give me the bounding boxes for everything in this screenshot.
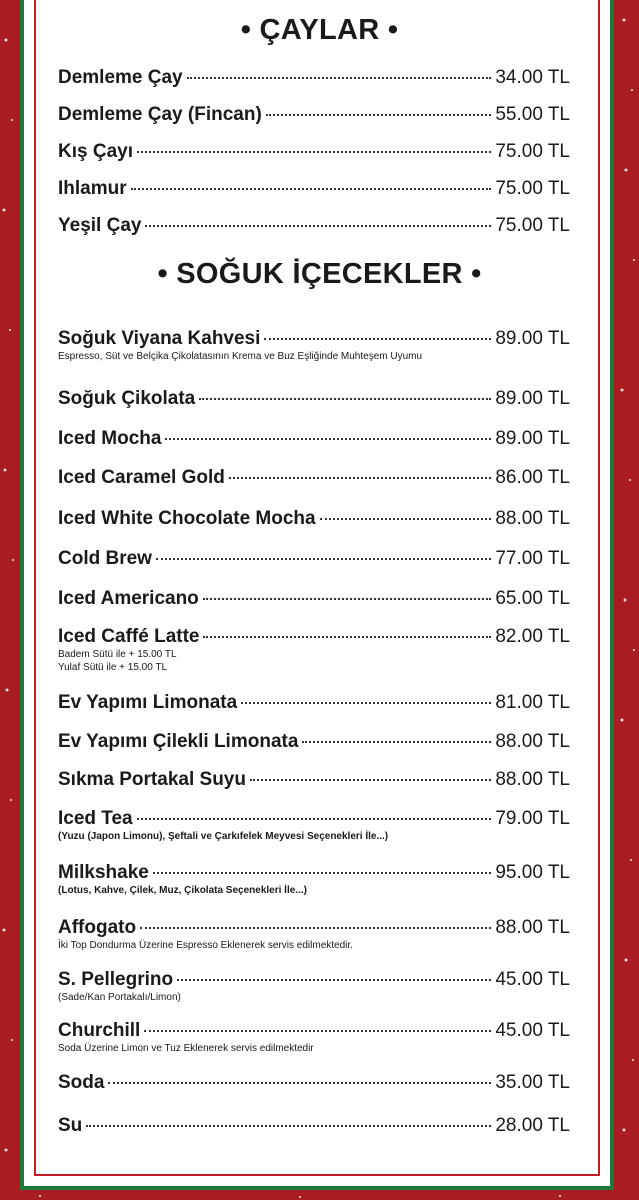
- dot-leader: [241, 702, 491, 704]
- item-name: Churchill: [58, 1020, 141, 1041]
- item-price: 45.00 TL: [495, 1020, 570, 1041]
- menu-item: [58, 508, 570, 530]
- item-description: İki Top Dondurma Üzerine Espresso Eklenerek servis edilmektedir.: [58, 940, 353, 951]
- menu-item-row: [58, 428, 570, 450]
- menu-item-row: [58, 508, 570, 530]
- item-price: 75.00 TL: [495, 178, 570, 199]
- menu-item-row: [58, 917, 570, 939]
- dot-leader: [137, 151, 491, 153]
- item-name: Ihlamur: [58, 178, 127, 199]
- menu-item: [58, 692, 570, 714]
- menu-item-row: [58, 215, 570, 237]
- dot-leader: [86, 1125, 491, 1127]
- item-price: 82.00 TL: [495, 626, 570, 647]
- section-title: • ÇAYLAR •: [240, 14, 399, 46]
- item-price: 35.00 TL: [495, 1072, 570, 1093]
- item-price: 88.00 TL: [495, 769, 570, 790]
- item-price: 89.00 TL: [495, 388, 570, 409]
- item-description: Soda Üzerine Limon ve Tuz Eklenerek servis edilmektedir: [58, 1043, 314, 1054]
- menu-item-row: [58, 1115, 570, 1137]
- menu-item-row: [58, 548, 570, 570]
- dot-leader: [137, 818, 492, 820]
- section-title: • SOĞUK İÇECEKLER •: [157, 258, 482, 290]
- menu-item-row: [58, 588, 570, 610]
- dot-leader: [264, 338, 491, 340]
- dot-leader: [131, 188, 492, 190]
- menu-item-row: [58, 1072, 570, 1094]
- dot-leader: [177, 979, 491, 981]
- dot-leader: [145, 225, 491, 227]
- item-price: 28.00 TL: [495, 1115, 570, 1136]
- item-price: 86.00 TL: [495, 467, 570, 488]
- dot-leader: [320, 518, 492, 520]
- menu-item: [58, 588, 570, 610]
- dot-leader: [140, 927, 491, 929]
- dot-leader: [229, 477, 492, 479]
- item-name: Iced Caramel Gold: [58, 467, 225, 488]
- item-price: 89.00 TL: [495, 428, 570, 449]
- menu-item: [58, 548, 570, 570]
- item-price: 88.00 TL: [495, 917, 570, 938]
- item-name: Yeşil Çay: [58, 215, 142, 236]
- menu-item-row: [58, 67, 570, 89]
- dot-leader: [108, 1082, 491, 1084]
- menu-item-row: [58, 769, 570, 791]
- item-name: Ev Yapımı Çilekli Limonata: [58, 731, 299, 752]
- menu-item: [58, 1020, 570, 1055]
- item-name: Kış Çayı: [58, 141, 133, 162]
- menu-item: [58, 388, 570, 410]
- menu-item-row: [58, 808, 570, 830]
- item-price: 77.00 TL: [495, 548, 570, 569]
- menu-item-row: [58, 692, 570, 714]
- item-price: 75.00 TL: [495, 141, 570, 162]
- menu-item-row: [58, 467, 570, 489]
- dot-leader: [203, 598, 492, 600]
- menu-item-row: [58, 328, 570, 350]
- dot-leader: [153, 872, 492, 874]
- menu-item: [58, 104, 570, 126]
- item-name: Ev Yapımı Limonata: [58, 692, 238, 713]
- menu-item-row: [58, 731, 570, 753]
- item-name: Iced Caffé Latte: [58, 626, 200, 647]
- dot-leader: [144, 1030, 491, 1032]
- menu-item-row: [58, 388, 570, 410]
- menu-item-row: [58, 862, 570, 884]
- menu-item-row: [58, 141, 570, 163]
- dot-leader: [302, 741, 491, 743]
- dot-leader: [187, 77, 492, 79]
- menu-item: [58, 731, 570, 753]
- dot-leader: [250, 779, 491, 781]
- menu-item-row: [58, 178, 570, 200]
- menu-item: [58, 917, 570, 952]
- menu-item-row: [58, 626, 570, 648]
- menu-item: [58, 769, 570, 791]
- menu-item: [58, 1072, 570, 1094]
- item-price: 88.00 TL: [495, 508, 570, 529]
- item-name: Affogato: [58, 917, 137, 938]
- dot-leader: [203, 636, 491, 638]
- item-description: (Lotus, Kahve, Çilek, Muz, Çikolata Seçenekleri İle...): [58, 885, 307, 896]
- item-price: 88.00 TL: [495, 731, 570, 752]
- item-name: Iced Mocha: [58, 428, 162, 449]
- menu-item: [58, 467, 570, 489]
- item-price: 81.00 TL: [495, 692, 570, 713]
- item-price: 95.00 TL: [495, 862, 570, 883]
- item-name: Soğuk Viyana Kahvesi: [58, 328, 261, 349]
- item-description: Yulaf Sütü ile + 15.00 TL: [58, 662, 168, 673]
- menu-item: [58, 862, 570, 897]
- item-price: 34.00 TL: [495, 67, 570, 88]
- item-price: 79.00 TL: [495, 808, 570, 829]
- item-price: 89.00 TL: [495, 328, 570, 349]
- menu-item: [58, 1115, 570, 1137]
- menu-item: [58, 215, 570, 237]
- menu-item: [58, 969, 570, 1004]
- item-name: Iced Tea: [58, 808, 133, 829]
- item-name: Cold Brew: [58, 548, 152, 569]
- item-name: Su: [58, 1115, 83, 1136]
- dot-leader: [266, 114, 492, 116]
- item-name: Demleme Çay: [58, 67, 183, 88]
- item-name: Iced Americano: [58, 588, 199, 609]
- item-name: Soda: [58, 1072, 105, 1093]
- item-price: 65.00 TL: [495, 588, 570, 609]
- dot-leader: [165, 438, 491, 440]
- menu-item-row: [58, 104, 570, 126]
- item-name: Demleme Çay (Fincan): [58, 104, 262, 125]
- menu-item: [58, 626, 570, 674]
- menu-item: [58, 178, 570, 200]
- menu-item: [58, 428, 570, 450]
- item-name: Soğuk Çikolata: [58, 388, 196, 409]
- item-price: 75.00 TL: [495, 215, 570, 236]
- item-name: Iced White Chocolate Mocha: [58, 508, 316, 529]
- item-name: S. Pellegrino: [58, 969, 174, 990]
- menu-item: [58, 328, 570, 363]
- menu-item: [58, 141, 570, 163]
- item-price: 45.00 TL: [495, 969, 570, 990]
- item-description: Espresso, Süt ve Belçika Çikolatasının Krema ve Buz Eşliğinde Muhteşem Uyumu: [58, 351, 423, 362]
- menu-item-row: [58, 1020, 570, 1042]
- item-description: Badem Sütü ile + 15.00 TL: [58, 649, 177, 660]
- item-name: Sıkma Portakal Suyu: [58, 769, 246, 790]
- dot-leader: [156, 558, 491, 560]
- item-description: (Sade/Kan Portakalı/Limon): [58, 992, 181, 1003]
- item-name: Milkshake: [58, 862, 149, 883]
- menu-item: [58, 67, 570, 89]
- item-description: (Yuzu (Japon Limonu), Şeftali ve Çarkıfelek Meyvesi Seçenekleri İle...): [58, 831, 389, 842]
- item-price: 55.00 TL: [495, 104, 570, 125]
- menu-item-row: [58, 969, 570, 991]
- menu-item: [58, 808, 570, 843]
- dot-leader: [199, 398, 491, 400]
